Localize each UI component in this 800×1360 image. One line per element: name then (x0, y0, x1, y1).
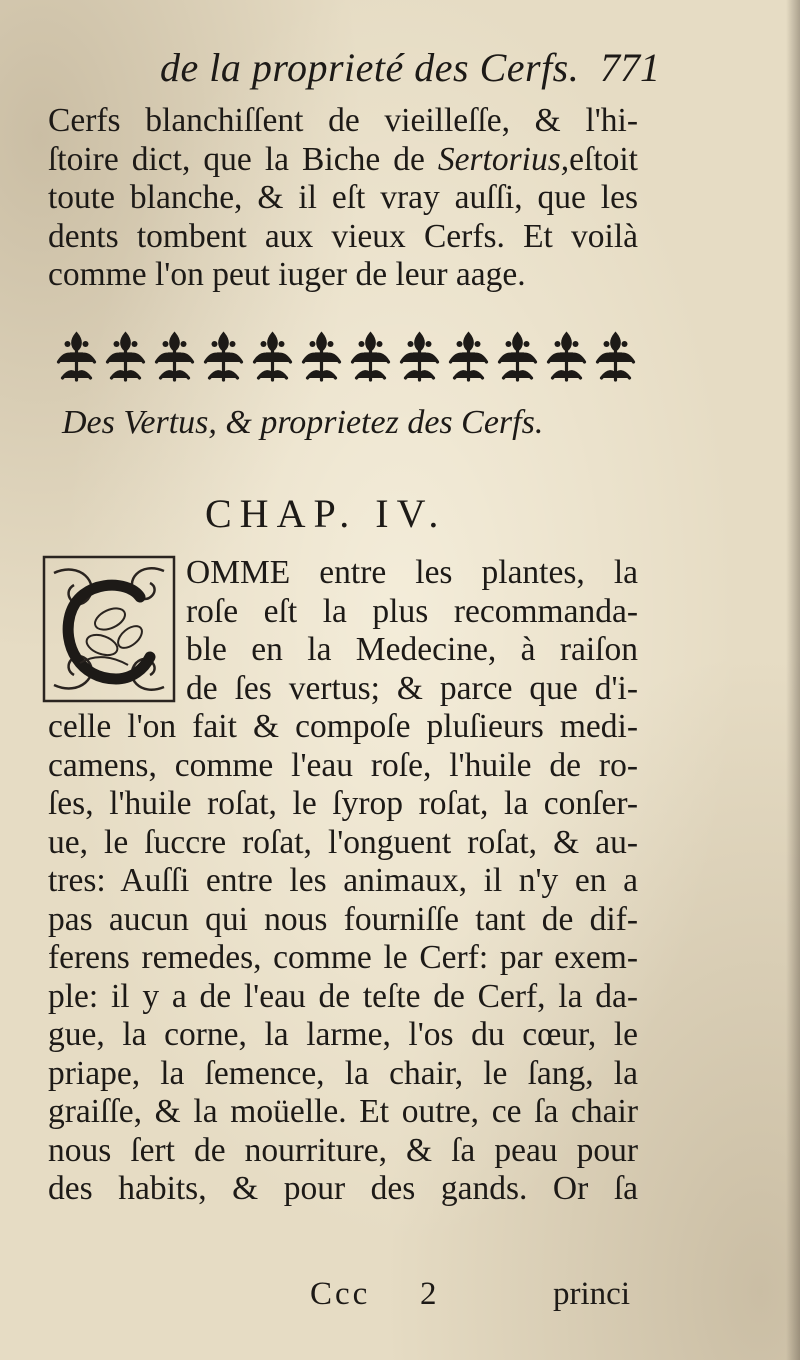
fleuron-icon (59, 334, 95, 380)
text-line: celle l'on fait & compoſe pluſieurs medi- (48, 708, 638, 745)
running-title: de la proprieté des Cerfs. (160, 45, 580, 90)
text-line: ple: il y a de l'eau de teſte de Cerf, la da- (48, 977, 638, 1015)
text-line: dents tombent aux vieux Cerfs. Et voilà (48, 217, 638, 255)
text-line: tres: Auſſi entre les animaux, il n'y en a (48, 862, 638, 899)
fleuron-icon (157, 334, 193, 380)
lead-lines (186, 554, 638, 708)
fleuron-band-icon (52, 330, 640, 386)
fleuron-icon (255, 334, 291, 380)
fleuron-icon (598, 334, 634, 380)
fleuron-icon (304, 334, 340, 380)
catchline (310, 1276, 630, 1316)
fleuron-icon (451, 334, 487, 380)
text-line: pas aucun qui nous fourniſſe tant de dif- (48, 900, 638, 938)
fleuron-icon (500, 334, 536, 380)
page-edge-shadow (786, 0, 800, 1360)
text-line: camens, comme l'eau roſe, l'huile de ro- (48, 746, 638, 784)
text-line: de ſes vertus; & parce que d'i- (186, 669, 638, 707)
text-line: priape, la ſemence, la chair, le ſang, la (48, 1054, 638, 1092)
text-line: ſes, l'huile roſat, le ſyrop roſat, la conſer- (48, 785, 638, 822)
catchword: princi (553, 1276, 630, 1312)
fleuron-icon (206, 334, 242, 380)
text-line: ue, le ſuccre roſat, l'onguent roſat, & au- (48, 823, 638, 861)
text-line: graiſſe, & la moüelle. Et outre, ce ſa chair (48, 1093, 638, 1130)
text-line: nous ſert de nourriture, & ſa peau pour (48, 1131, 638, 1169)
main-paragraph (48, 708, 638, 1209)
intro-paragraph (48, 102, 638, 295)
text-line: roſe eſt la plus recommanda- (186, 592, 638, 630)
chapter-subtitle: Des Vertus, & proprietez des Cerfs. (62, 404, 544, 441)
text-line: gue, la corne, la larme, l'os du cœur, le (48, 1016, 638, 1053)
fleuron-icon (108, 334, 144, 380)
text-line: Cerfs blanchiſſent de vieilleſſe, & l'hi- (48, 102, 638, 139)
chapter-heading: CHAP. IV. (205, 491, 447, 536)
text-line: ble en la Medecine, à raiſon (186, 631, 638, 668)
fleuron-icon (402, 334, 438, 380)
text-line: des habits, & pour des gands. Or ſa (48, 1170, 638, 1207)
signature-number: 2 (420, 1276, 437, 1312)
fleuron-icon (549, 334, 585, 380)
running-head (150, 40, 660, 96)
fleuron-icon (353, 334, 389, 380)
text-line: toute blanche, & il eſt vray auſſi, que les (48, 179, 638, 216)
text-line: comme l'on peut iuger de leur aage. (48, 256, 526, 293)
text-line: OMME entre les plantes, la (186, 554, 638, 591)
floral-dropcap-icon (40, 553, 178, 705)
page-number: 771 (600, 45, 660, 90)
text-line: ferens remedes, comme le Cerf: par exem- (48, 939, 638, 976)
text-line: ſtoire dict, que la Biche de Sertorius,eſtoit (48, 140, 638, 178)
signature-mark: Ccc (310, 1276, 371, 1312)
